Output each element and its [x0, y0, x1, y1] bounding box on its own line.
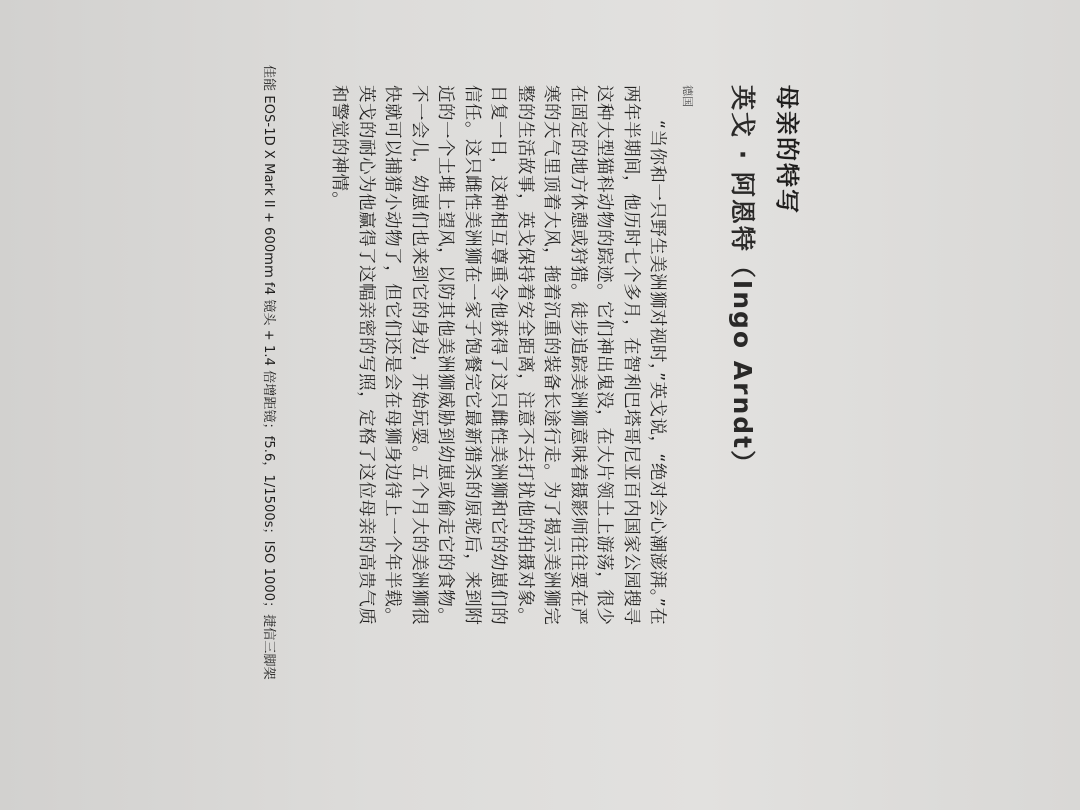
photographer-country: 德国: [681, 85, 694, 107]
article-body: “当你和一只野生美洲狮对视时，”英戈说，“绝对会心潮澎湃。”在两年半期间，他历时七个多月，在智利巴塔哥尼亚百内国家公园搜寻这种大型猫科动物的踪迹。它们神出鬼没，在大片领土上游荡，很少在固定的地方休憩或狩猎。徒步追踪美洲狮意味着摄影师往往要在严寒的天气里顶着大风，拖着沉重的装备长途行走。为了揭示美洲狮完整的生活故事，英戈保持着安全距离，注意不去打扰他的拍摄对象。日复一日，这种相互尊重令他获得了这只雌性美洲狮和它的幼崽们的信任。这只雌性美洲狮在一家子饱餐完它最新猎杀的原驼后，来到附近的一个土堆上望风，以防其他美洲狮威胁到幼崽或偷走它的食物。不一会儿，幼崽们也来到它的身边，开始玩耍。五个月大的美洲狮很快就可以捕猎小动物了，但它们还是会在母狮身边待上一个年半载。英戈的耐心为他赢得了这幅亲密的写照，定格了这位母亲的高贵气质和警觉的神情。: [329, 85, 668, 625]
photographer-name: 英戈 · 阿恩特（Ingo Arndt）: [728, 85, 757, 478]
camera-settings-caption: 佳能 EOS-1D X Mark II + 600mm f4 镜头 + 1.4 倍增距镜；f5.6，1/1500s；ISO 1000；捷信三脚架: [261, 65, 276, 680]
article-title: 母亲的特写: [773, 85, 801, 215]
